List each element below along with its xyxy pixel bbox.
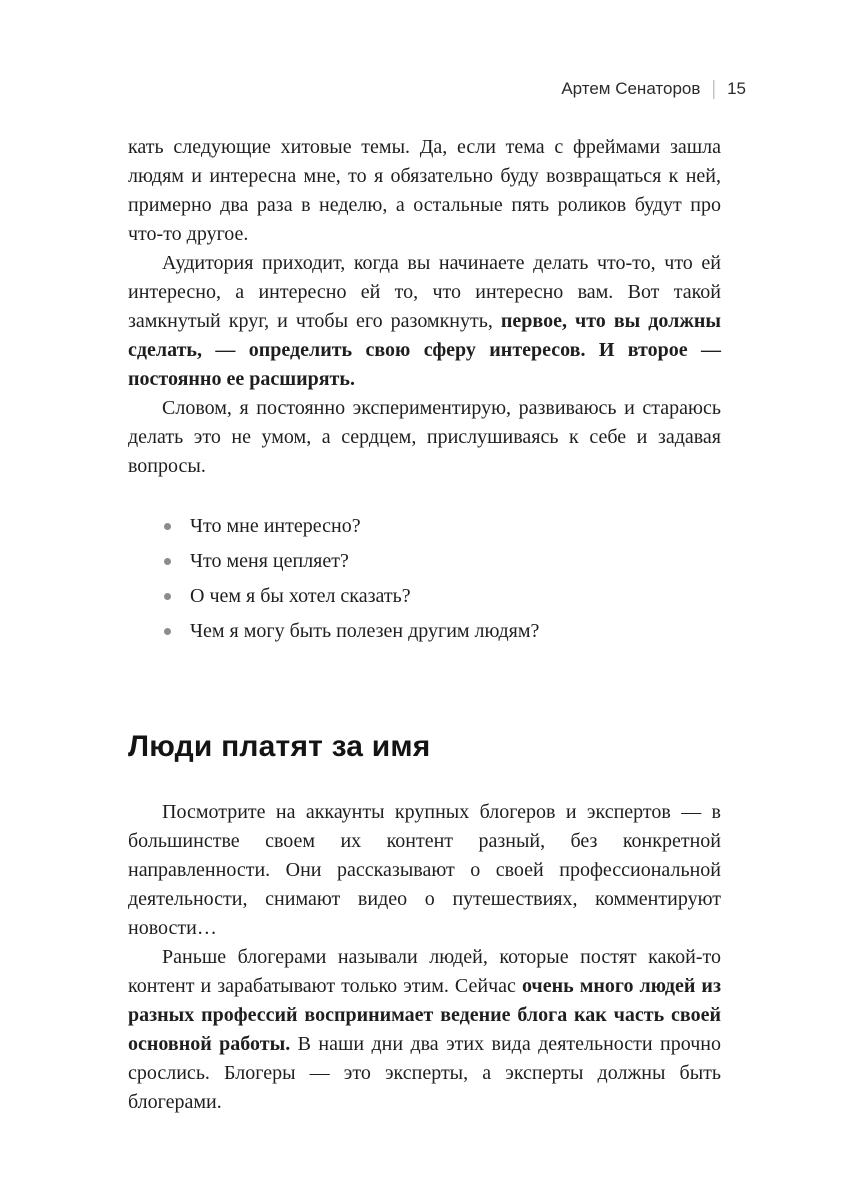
bullet-dot-icon	[164, 593, 171, 600]
paragraph-continuation: кать следующие хитовые темы. Да, если тема с фреймами зашла людям и интересна мне, то я обязательно буду возвращаться к ней, примерно два раза в неделю, а остальные пять роликов будут про что-то другое.	[128, 136, 721, 245]
paragraph-text: Раньше блогерами называли людей, которые постят какой-то контент и зарабатывают только этим. Сейчас	[128, 946, 721, 997]
bullet-dot-icon	[164, 523, 171, 530]
list-item	[128, 547, 721, 576]
list-item-text: Что меня цепляет?	[190, 550, 349, 572]
bullet-dot-icon	[164, 628, 171, 635]
paragraph-experiment: Словом, я постоянно экспериментирую, развиваюсь и стараюсь делать это не умом, а сердцем, прислушиваясь к себе и задавая вопросы.	[128, 397, 721, 477]
section-title: Люди платят за имя	[128, 730, 431, 763]
paragraph-audience	[128, 249, 721, 394]
paragraph-text: В наши дни два этих вида деятельности прочно срослись. Блогеры — это эксперты, а эксперты должны быть блогерами.	[128, 1033, 721, 1113]
paragraph-bloggers: Посмотрите на аккаунты крупных блогеров и экспертов — в большинстве своем их контент разный, без конкретной направленности. Они рассказывают о своей профессиональной деятельности, снимают видео о путешествиях, комментируют новости…	[128, 801, 721, 939]
page-number: 15	[727, 78, 746, 98]
author-name: Артем Сенаторов	[561, 78, 701, 98]
bullet-dot-icon	[164, 558, 171, 565]
page-content	[128, 133, 721, 1117]
list-item	[128, 512, 721, 541]
paragraph-text: Аудитория приходит, когда вы начинаете делать что-то, что ей интересно, а интересно ей то, что интересно вам. Вот такой замкнутый круг, и чтобы его разомкнуть,	[128, 252, 721, 332]
list-item-text: Чем я могу быть полезен другим людям?	[190, 620, 540, 642]
paragraph-bold-text: первое, что вы должны сделать, — определить свою сферу интересов. И второе — постоянно ее расширять.	[128, 310, 721, 390]
list-item-text: О чем я бы хотел сказать?	[190, 585, 411, 607]
question-list	[128, 512, 721, 646]
page-header	[561, 78, 746, 99]
paragraph-bold-text: очень много людей из разных профессий воспринимает ведение блога как часть своей основной работы.	[128, 975, 721, 1055]
paragraph-experts	[128, 943, 721, 1117]
list-item	[128, 617, 721, 646]
list-item	[128, 582, 721, 611]
list-item-text: Что мне интересно?	[190, 515, 361, 537]
header-separator: |	[711, 76, 717, 100]
